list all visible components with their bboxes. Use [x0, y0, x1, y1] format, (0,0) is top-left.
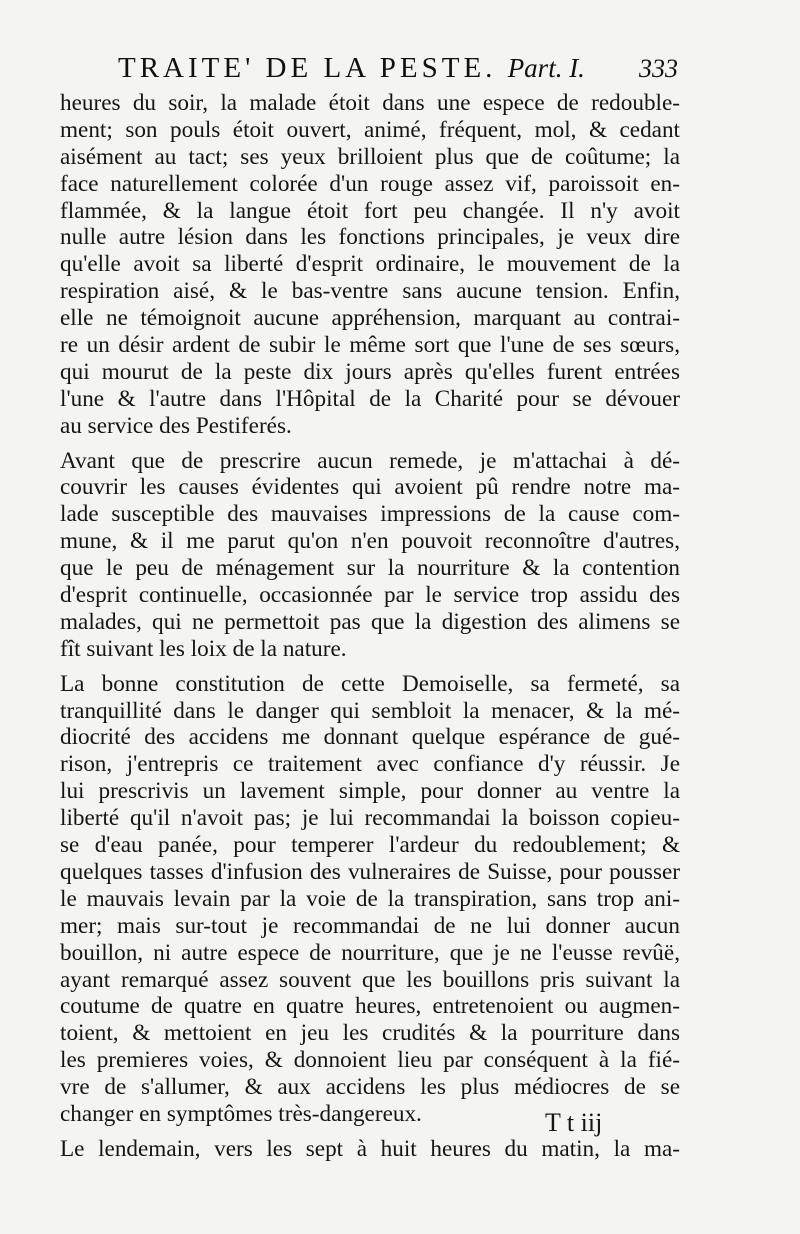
- text-line: heures du soir, la malade étoit dans une espece de redouble-: [60, 90, 680, 116]
- text-line: rison, j'entrepris ce traitement avec confiance d'y réussir. Je: [60, 751, 680, 778]
- text-line: lade susceptible des mauvaises impressions de la cause com-: [60, 501, 680, 528]
- text-line: se d'eau panée, pour temperer l'ardeur du redoublement; &: [60, 832, 680, 859]
- text-line: fît suivant les loix de la nature.: [60, 635, 347, 662]
- paragraph: [60, 448, 680, 663]
- text-line: couvrir les causes évidentes qui avoient pû rendre notre ma-: [60, 474, 680, 501]
- text-line: La bonne constitution de cette Demoiselle, sa fermeté, sa: [60, 670, 680, 697]
- text-line: Le lendemain, vers les sept à huit heures du matin, la ma-: [60, 1135, 680, 1162]
- text-line: mune, & il me parut qu'on n'en pouvoit reconnoître d'autres,: [60, 528, 680, 555]
- paragraph-gap: [60, 440, 680, 448]
- paragraph-gap: [60, 663, 680, 671]
- part-label: Part. I.: [507, 53, 585, 83]
- text-line: les premieres voies, & donnoient lieu par conséquent à la fié-: [60, 1047, 680, 1074]
- text-line: qu'elle avoit sa liberté d'esprit ordinaire, le mouvement de la: [60, 251, 680, 278]
- text-line: diocrité des accidens me donnant quelque espérance de gué-: [60, 724, 680, 751]
- text-line: toient, & mettoient en jeu les crudités & la pourriture dans: [60, 1020, 680, 1047]
- text-line: re un désir ardent de subir le même sort que l'une de ses sœurs,: [60, 332, 680, 359]
- text-line: tranquillité dans le danger qui sembloit la menacer, & la mé-: [60, 697, 680, 724]
- text-line: nulle autre lésion dans les fonctions principales, je veux dire: [60, 224, 680, 251]
- text-line: mer; mais sur-tout je recommandai de ne lui donner aucun: [60, 912, 680, 939]
- text-line: au service des Pestiferés.: [60, 412, 292, 439]
- text-line: vre de s'allumer, & aux accidens les plus médiocres de se: [60, 1074, 680, 1101]
- text-line: liberté qu'il n'avoit pas; je lui recommandai la boisson copieu-: [60, 805, 680, 832]
- paragraph: [60, 90, 680, 440]
- paragraph: [60, 1136, 680, 1163]
- signature-mark: T t iij: [545, 1108, 603, 1137]
- page-header: [118, 50, 678, 90]
- text-line: quelques tasses d'infusion des vulneraires de Suisse, pour pousser: [60, 858, 680, 885]
- page-number: 333: [639, 54, 678, 83]
- text-line: lui prescrivis un lavement simple, pour donner au ventre la: [60, 778, 680, 805]
- text-line: qui mourut de la peste dix jours après qu'elles furent entrées: [60, 358, 680, 385]
- text-line: que le peu de ménagement sur la nourriture & la contention: [60, 555, 680, 582]
- text-line: flammée, & la langue étoit fort peu changée. Il n'y avoit: [60, 197, 680, 224]
- text-line: l'une & l'autre dans l'Hôpital de la Charité pour se dévouer: [60, 385, 680, 412]
- text-line: d'esprit continuelle, occasionnée par le service trop assidu des: [60, 582, 680, 609]
- text-line: le mauvais levain par la voie de la transpiration, sans trop ani-: [60, 885, 680, 912]
- text-line: bouillon, ni autre espece de nourriture, que je ne l'eusse revûë,: [60, 939, 680, 966]
- text-line: face naturellement colorée d'un rouge assez vif, paroissoit en-: [60, 170, 680, 197]
- paragraph: [60, 671, 680, 1128]
- body-text: [60, 90, 680, 1163]
- text-line: ayant remarqué assez souvent que les bouillons pris suivant la: [60, 966, 680, 993]
- text-line: Avant que de prescrire aucun remede, je m'attachai à dé-: [60, 447, 680, 474]
- text-line: coutume de quatre en quatre heures, entretenoient ou augmen-: [60, 993, 680, 1020]
- running-title-text: TRAITE' DE LA PESTE.: [118, 52, 497, 84]
- text-line: respiration aisé, & le bas-ventre sans aucune tension. Enfin,: [60, 278, 680, 305]
- text-line: malades, qui ne permettoit pas que la digestion des alimens se: [60, 608, 680, 635]
- running-title: [118, 52, 585, 85]
- text-line: ment; son pouls étoit ouvert, animé, fréquent, mol, & cedant: [60, 116, 680, 143]
- text-line: elle ne témoignoit aucune appréhension, marquant au contrai-: [60, 305, 680, 332]
- text-line: aisément au tact; ses yeux brilloient plus que de coûtume; la: [60, 143, 680, 170]
- text-line: changer en symptômes très-dangereux.: [60, 1100, 422, 1127]
